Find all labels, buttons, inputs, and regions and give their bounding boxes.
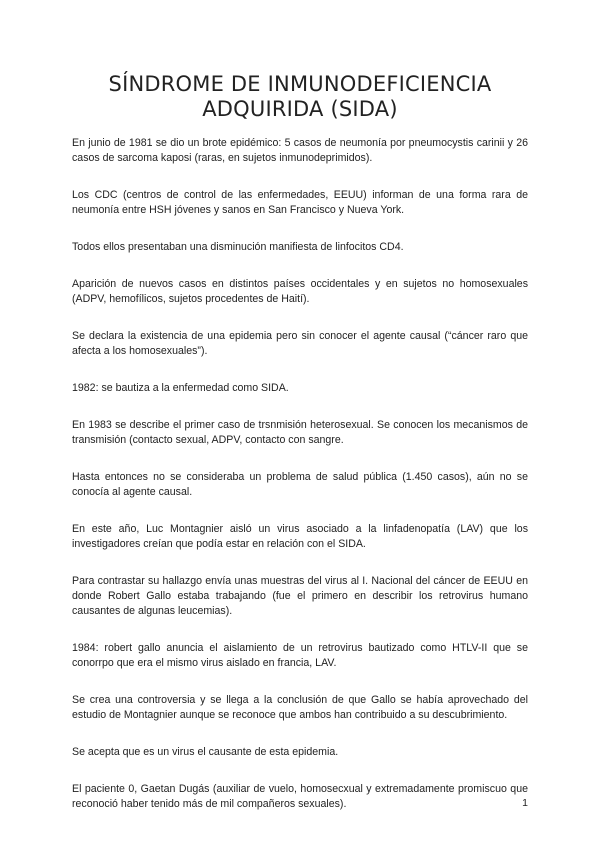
title-line-1: SÍNDROME DE INMUNODEFICIENCIA — [108, 72, 492, 96]
paragraph-brote-1981: En junio de 1981 se dio un brote epidémico: 5 casos de neumonía por pneumocystis carinii y 26 casos de sarcoma kaposi (raras, en sujetos inmunodeprimidos). — [72, 137, 528, 164]
paragraph-1984: 1984: robert gallo anuncia el aislamiento de un retrovirus bautizado como HTLV-II que se conorrpo que era el mismo virus aislado en francia, LAV. — [72, 642, 528, 669]
paragraph-virus-causante: Se acepta que es un virus el causante de esta epidemia. — [72, 746, 339, 758]
paragraph-1983: En 1983 se describe el primer caso de trsnmisión heterosexual. Se conocen los mecanismos de transmisión (contacto sexual, ADPV, contacto con sangre. — [72, 419, 528, 446]
paragraph-gallo: Para contrastar su hallazgo envía unas muestras del virus al I. Nacional del cáncer de EEUU en donde Robert Gallo estaba trabajando (fue el primero en describir los retrovirus humano causantes de algunas leucemias). — [72, 575, 528, 617]
paragraph-controversia: Se crea una controversia y se llega a la conclusión de que Gallo se había aprovechado del estudio de Montagnier aunque se reconoce que ambos han contribuido a su descubrimiento. — [72, 694, 528, 721]
paragraph-salud-publica: Hasta entonces no se consideraba un problema de salud pública (1.450 casos), aún no se conocía al agente causal. — [72, 471, 528, 498]
paragraph-cd4: Todos ellos presentaban una disminución manifiesta de linfocitos CD4. — [72, 241, 404, 253]
paragraph-paciente-cero: El paciente 0, Gaetan Dugás (auxiliar de vuelo, homosecxual y extremadamente promiscuo que reconoció haber tenido más de mil compañeros sexuales). — [72, 783, 528, 810]
page-number: 1 — [522, 797, 528, 809]
paragraph-nuevos-casos: Aparición de nuevos casos en distintos países occidentales y en sujetos no homosexuales (ADPV, hemofílicos, sujetos procedentes de Haití). — [72, 278, 528, 305]
paragraph-cdc: Los CDC (centros de control de las enfermedades, EEUU) informan de una forma rara de neumonía entre HSH jóvenes y sanos en San Francisco y Nueva York. — [72, 189, 528, 216]
paragraph-epidemia: Se declara la existencia de una epidemia pero sin conocer el agente causal (“cáncer raro que afecta a los homosexuales”). — [72, 330, 528, 357]
paragraph-montagnier: En este año, Luc Montagnier aisló un virus asociado a la linfadenopatía (LAV) que los investigadores creían que podía estar en relación con el SIDA. — [72, 523, 528, 550]
paragraph-1982: 1982: se bautiza a la enfermedad como SIDA. — [72, 382, 289, 394]
page-title — [60, 72, 540, 122]
document-body — [72, 136, 528, 834]
title-line-2: ADQUIRIDA (SIDA) — [202, 97, 398, 121]
